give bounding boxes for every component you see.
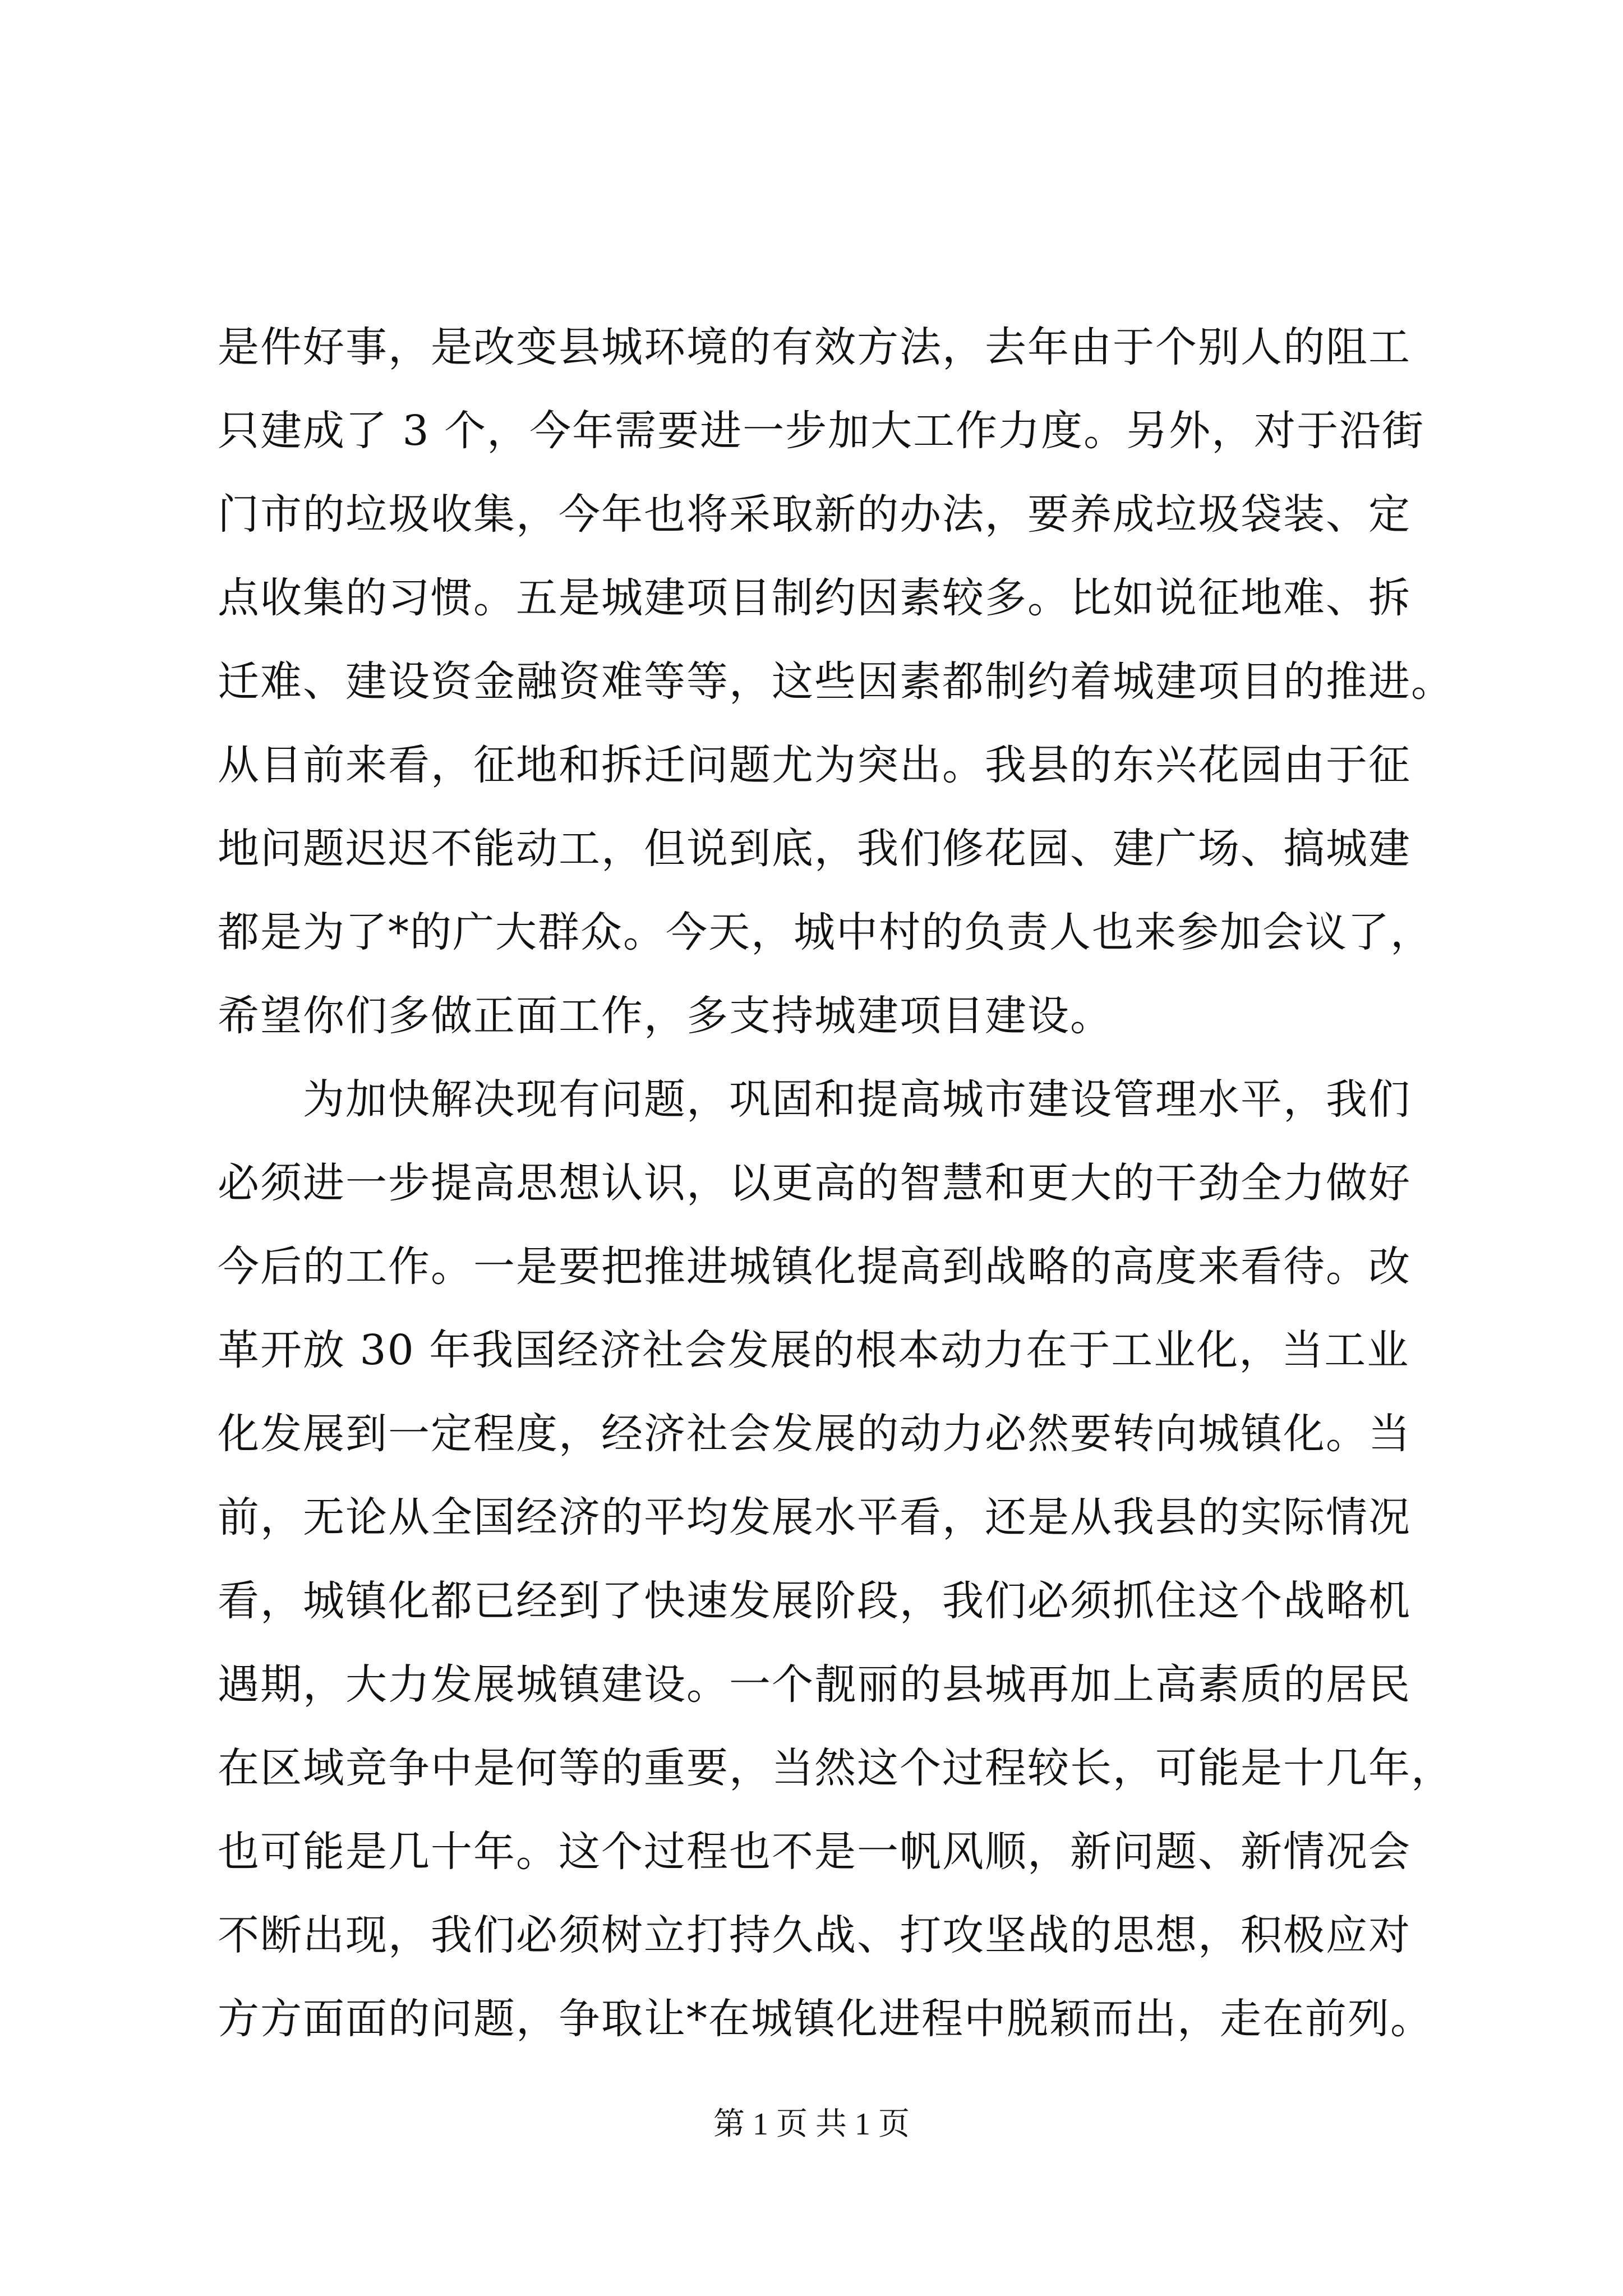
text-line: 必须进一步提高思想认识，以更高的智慧和更大的干劲全力做好 <box>218 1159 1411 1207</box>
text-line: 不断出现，我们必须树立打持久战、打攻坚战的思想，积极应对 <box>218 1911 1411 1959</box>
text-line: 为加快解决现有问题，巩固和提高城市建设管理水平，我们 <box>303 1075 1411 1124</box>
text-line: 遇期，大力发展城镇建设。一个靓丽的县城再加上高素质的居民 <box>218 1660 1411 1709</box>
text-line: 只建成了 3 个，今年需要进一步加大工作力度。另外，对于沿街 <box>218 407 1425 455</box>
text-line: 是件好事，是改变县城环境的有效方法，去年由于个别人的阻工 <box>218 323 1411 371</box>
text-line: 革开放 30 年我国经济社会发展的根本动力在于工业化，当工业 <box>218 1326 1410 1374</box>
text-line: 看，城镇化都已经到了快速发展阶段，我们必须抓住这个战略机 <box>218 1577 1411 1625</box>
body-text <box>218 306 1454 2061</box>
page-number-label: 第 1 页 共 1 页 <box>713 2107 910 2142</box>
text-line: 在区域竞争中是何等的重要，当然这个过程较长，可能是十几年， <box>218 1744 1454 1792</box>
text-line: 迁难、建设资金融资难等等，这些因素都制约着城建项目的推进。 <box>218 657 1454 706</box>
text-line: 方方面面的问题，争取让*在城镇化进程中脱颖而出，走在前列。 <box>218 1995 1433 2043</box>
paragraph-1 <box>218 306 1454 1058</box>
text-line: 今后的工作。一是要把推进城镇化提高到战略的高度来看待。改 <box>218 1243 1411 1291</box>
text-line: 点收集的习惯。五是城建项目制约因素较多。比如说征地难、拆 <box>218 574 1411 622</box>
text-line: 希望你们多做正面工作，多支持城建项目建设。 <box>218 992 1113 1040</box>
text-line: 也可能是几十年。这个过程也不是一帆风顺，新问题、新情况会 <box>218 1828 1411 1876</box>
text-line: 从目前来看，征地和拆迁问题尤为突出。我县的东兴花园由于征 <box>218 741 1411 789</box>
page-footer <box>0 2105 1623 2144</box>
paragraph-2 <box>218 1058 1454 2061</box>
text-line: 化发展到一定程度，经济社会发展的动力必然要转向城镇化。当 <box>218 1410 1411 1458</box>
text-line: 都是为了*的广大群众。今天，城中村的负责人也来参加会议了， <box>218 908 1433 956</box>
text-line: 前，无论从全国经济的平均发展水平看，还是从我县的实际情况 <box>218 1493 1411 1542</box>
text-line: 地问题迟迟不能动工，但说到底，我们修花园、建广场、搞城建 <box>218 825 1411 873</box>
text-line: 门市的垃圾收集，今年也将采取新的办法，要养成垃圾袋装、定 <box>218 490 1411 539</box>
